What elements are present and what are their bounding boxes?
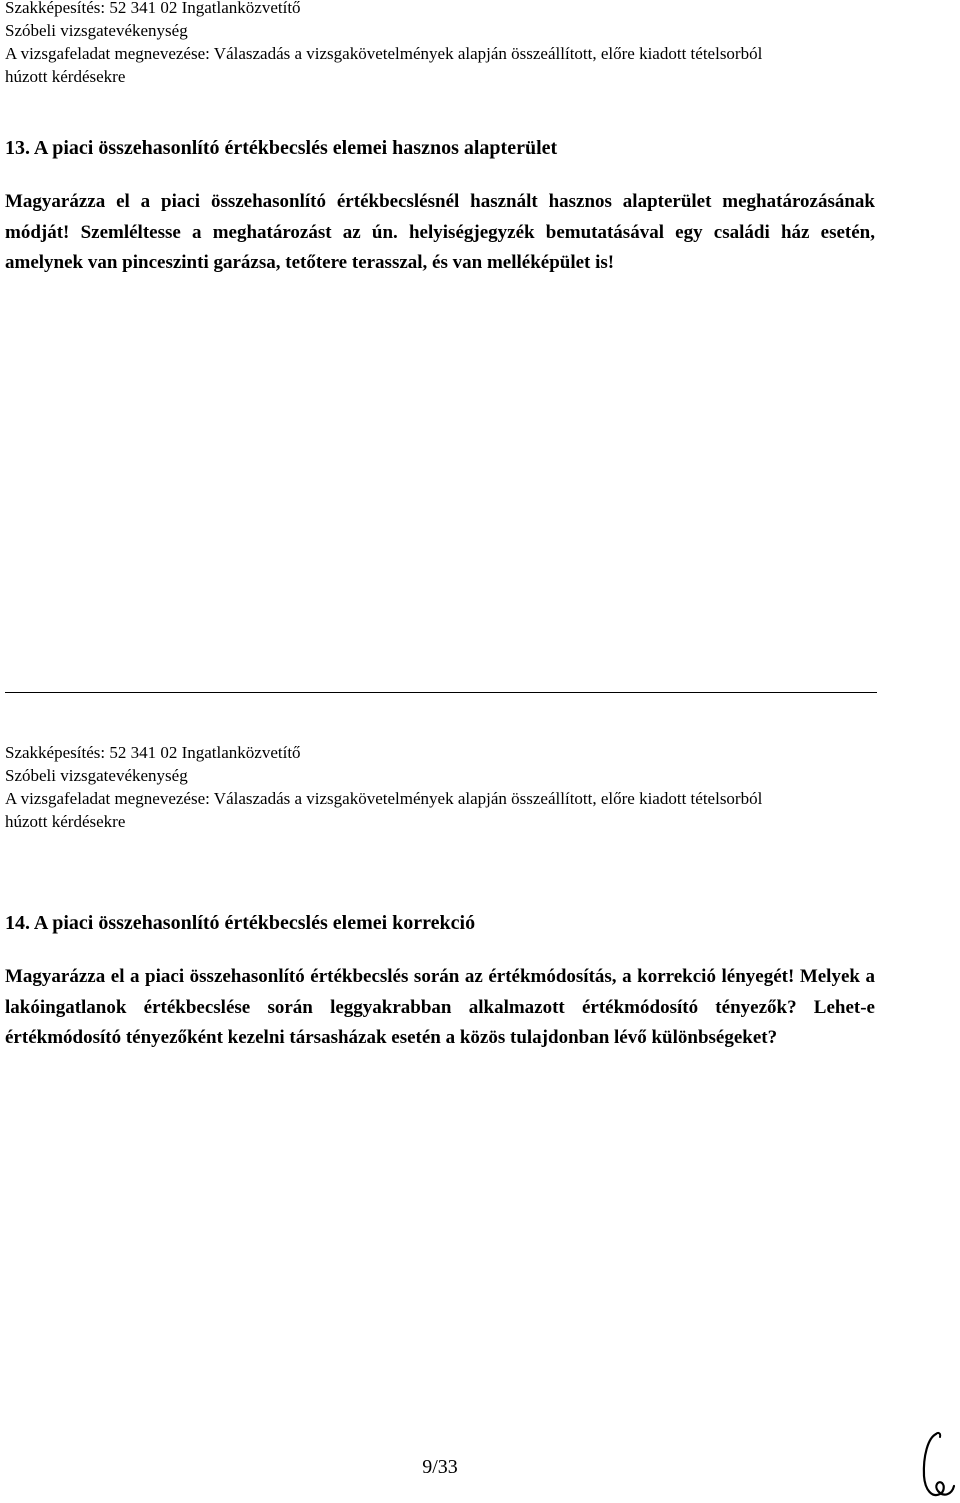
header-exam-activity: Szóbeli vizsgatevékenység: [5, 766, 188, 785]
header-task-name: A vizsgafeladat megnevezése: Válaszadás a vizsgakövetelmények alapján összeállított, előre kiadott tételsorból: [5, 44, 763, 63]
question-14-title: 14. A piaci összehasonlító értékbecslés elemei korrekció: [5, 912, 476, 934]
header-task-name-cont: húzott kérdésekre: [5, 67, 126, 86]
page-divider: [5, 692, 877, 693]
header-task-name-cont: húzott kérdésekre: [5, 812, 126, 831]
page-header: [5, 0, 885, 88]
page-number: 9/33: [422, 1456, 458, 1478]
question-13-title: 13. A piaci összehasonlító értékbecslés elemei hasznos alapterület: [5, 137, 558, 159]
header-exam-activity: Szóbeli vizsgatevékenység: [5, 21, 188, 40]
signature-mark: [918, 1428, 958, 1503]
header-task-name: A vizsgafeladat megnevezése: Válaszadás a vizsgakövetelmények alapján összeállított, előre kiadott tételsorból: [5, 789, 763, 808]
header-qualification: Szakképesítés: 52 341 02 Ingatlanközvetítő: [5, 0, 301, 17]
header-qualification: Szakképesítés: 52 341 02 Ingatlanközvetítő: [5, 743, 301, 762]
page-header-2: [5, 741, 885, 833]
question-13-text: Magyarázza el a piaci összehasonlító értékbecslésnél használt hasznos alapterület meghatározásának módját! Szemléltesse a meghatározást az ún. helyiségjegyzék bemutatásával egy családi ház esetén, amelynek van pinceszinti garázsa, tetőtere terasszal, és van melléképület is!: [5, 191, 875, 273]
question-14-text: Magyarázza el a piaci összehasonlító értékbecslés során az értékmódosítás, a korrekció lényegét! Melyek a lakóingatlanok értékbecslése során leggyakrabban alkalmazott értékmódosító tényezők? Lehet-e értékmódosító tényezőként kezelni társasházak esetén a közös tulajdonban lévő különbségeket?: [5, 966, 875, 1048]
